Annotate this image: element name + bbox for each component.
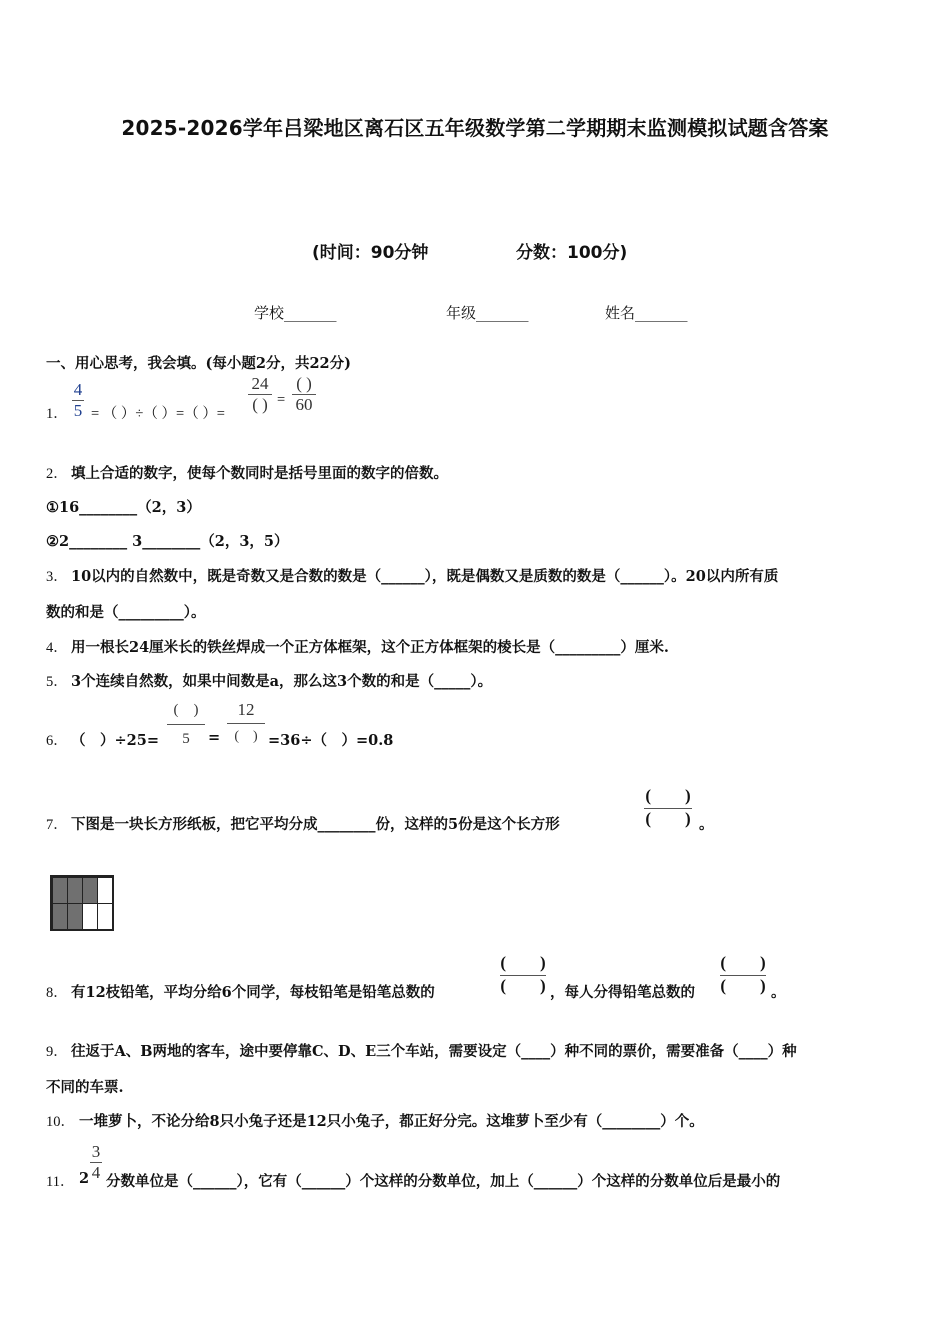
q6-post: =36÷（ ）=0.8 xyxy=(268,732,394,749)
diagram-cell-empty xyxy=(97,903,113,930)
section-1-heading: 一、用心思考，我会填。(每小题2分，共22分) xyxy=(46,355,351,372)
q10-text: 一堆萝卜，不论分给8只小兔子还是12只小兔子，都正好分完。这堆萝卜至少有（________）个。 xyxy=(79,1113,704,1130)
exam-score: 分数：100分) xyxy=(516,243,628,263)
q11-number: 11． xyxy=(46,1174,75,1190)
q7-end: 。 xyxy=(699,816,714,833)
diagram-cell-shaded xyxy=(52,903,68,930)
q4-text: 用一根长24厘米长的铁丝焊成一个正方体框架，这个正方体框架的棱长是（_________）厘米. xyxy=(71,639,669,656)
q6-pre: （ ）÷25= xyxy=(71,732,159,749)
q7-fraction-blank: ( ) ( ) xyxy=(645,786,691,828)
q3-line1: 10以内的自然数中，既是奇数又是合数的数是（______），既是偶数又是质数的数是（______）。20以内所有质 xyxy=(71,568,779,585)
diagram-cell-shaded xyxy=(67,903,83,930)
diagram-cell-shaded xyxy=(52,877,68,904)
q7-number: 7． xyxy=(46,817,68,833)
q11-fraction-3-4: 3 4 xyxy=(91,1142,101,1182)
diagram-cell-shaded xyxy=(82,877,98,904)
q3-number: 3． xyxy=(46,569,68,585)
q1-middle: = （ ）÷（ ）=（ ）= xyxy=(91,406,225,422)
diagram-cell-shaded xyxy=(67,877,83,904)
q2-text: 填上合适的数字，使每个数同时是括号里面的数字的倍数。 xyxy=(71,465,448,482)
q8-number: 8． xyxy=(46,985,68,1001)
q1-number: 1． xyxy=(46,406,68,422)
grade-field: 年级_______ xyxy=(446,304,529,322)
q2-number: 2． xyxy=(46,466,68,482)
q2-part-a: ①16________（2，3） xyxy=(46,499,201,516)
q1-fraction-60: ( ) 60 xyxy=(291,374,317,415)
q11-text: 分数单位是（______），它有（______）个这样的分数单位，加上（______）个这样的分数单位后是最小的 xyxy=(106,1173,781,1190)
q2-part-b: ②2________ 3________（2，3，5） xyxy=(46,533,289,550)
q6-number: 6． xyxy=(46,733,68,749)
q5-number: 5． xyxy=(46,674,68,690)
q8-end: 。 xyxy=(771,984,786,1001)
school-field: 学校_______ xyxy=(254,304,337,322)
q6-fraction-12: 12 ( ) xyxy=(226,700,266,747)
q1-equals: = xyxy=(277,392,286,408)
q1-fraction-4-5: 4 5 xyxy=(73,380,83,420)
exam-time: (时间：90分钟 xyxy=(312,243,429,263)
q7-text: 下图是一块长方形纸板，把它平均分成________份，这样的5份是这个长方形 xyxy=(71,816,560,833)
q10-number: 10． xyxy=(46,1114,75,1130)
q9-number: 9． xyxy=(46,1044,68,1060)
name-field: 姓名_______ xyxy=(605,304,688,322)
page-title: 2025-2026学年吕梁地区离石区五年级数学第二学期期末监测模拟试题含答案 xyxy=(121,116,829,140)
diagram-cell-empty xyxy=(82,903,98,930)
q8-text2: ，每人分得铅笔总数的 xyxy=(550,984,695,1001)
q3-line2: 数的和是（_________）。 xyxy=(46,604,206,621)
q6-equals: = xyxy=(208,729,221,746)
q9-line2: 不同的车票. xyxy=(46,1079,124,1096)
rectangle-diagram xyxy=(50,875,114,931)
q5-text: 3个连续自然数，如果中间数是a，那么这3个数的和是（_____）。 xyxy=(71,673,493,690)
q8-fraction-blank-2: ( ) ( ) xyxy=(720,953,766,995)
diagram-cell-empty xyxy=(97,877,113,904)
q4-number: 4． xyxy=(46,640,68,656)
q11-whole: 2 xyxy=(79,1170,90,1187)
q8-fraction-blank-1: ( ) ( ) xyxy=(500,953,546,995)
q6-fraction-5: ( ) 5 xyxy=(166,700,206,749)
q1-fraction-24: 24 ( ) xyxy=(247,374,273,415)
q9-line1: 往返于A、B两地的客车，途中要停靠C、D、E三个车站，需要设定（____）种不同的票价，需要准备（____）种 xyxy=(71,1043,797,1060)
q8-text1: 有12枝铅笔，平均分给6个同学，每枝铅笔是铅笔总数的 xyxy=(71,984,435,1001)
